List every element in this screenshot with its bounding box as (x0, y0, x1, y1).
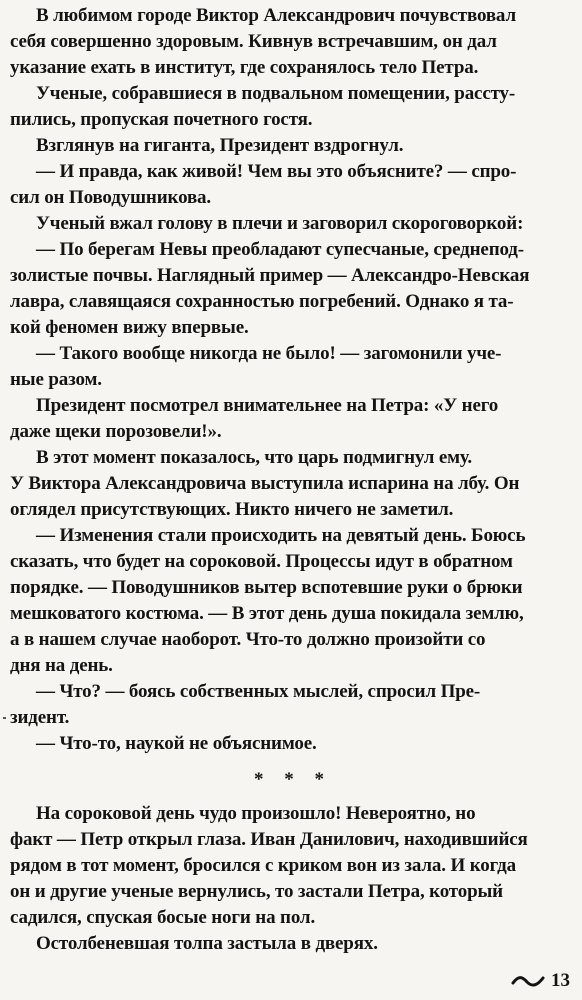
text-line: — Что? — боясь собственных мыслей, спросил Пре- (36, 681, 481, 702)
text-line: Остолбеневшая толпа застыла в дверях. (36, 933, 378, 954)
text-line: — По берегам Невы преобладают супесчаные, среднепод- (36, 239, 524, 260)
text-line: сил он Поводушникова. (10, 187, 212, 208)
text-line: а в нашем случае наоборот. Что-то должно произойти со (10, 629, 486, 650)
text-line: оглядел присутствующих. Никто ничего не заметил. (10, 499, 454, 520)
text-line: ные разом. (10, 369, 102, 390)
text-line: зидент. (10, 707, 70, 728)
text-line: золистые почвы. Наглядный пример — Александро-Невская (10, 265, 530, 286)
print-speck (3, 717, 6, 719)
text-line: Ученый вжал голову в плечи и заговорил скороговоркой: (36, 213, 524, 234)
book-page (10, 3, 576, 957)
text-line: сказать, что будет на сороковой. Процессы идут в обратном (10, 551, 513, 572)
text-span: Ученые, собравшиеся в подвальном помещении, рассту- (36, 83, 516, 104)
text-span: пились, пропуская почетного гостя. (10, 109, 313, 130)
text-line: — Изменения стали происходить на девятый день. Боюсь (36, 525, 526, 546)
text-line: мешковатого костюма. — В этот день душа покидала землю, (10, 603, 524, 624)
page-number: 13 (551, 970, 570, 991)
text-line: лавра, славящаяся сохранностью погребений. Однако я та- (10, 291, 514, 312)
text-line: факт — Петр открыл глаза. Иван Данилович, находившийся (10, 829, 528, 850)
text-line: На сороковой день чудо произошло! Невероятно, но (36, 803, 476, 824)
text-line: кой феномен вижу впервые. (10, 317, 249, 338)
text-line: садился, спуская босые ноги на пол. (10, 907, 316, 928)
text-line: В любимом городе Виктор Александрович почувствовал (36, 5, 516, 26)
text-line: — И правда, как живой! Чем вы это объясните? — спро- (36, 161, 517, 182)
text-line: В этот момент показалось, что царь подмигнул ему. (36, 447, 472, 468)
page-footer (511, 970, 570, 992)
text-line: У Виктора Александровича выступила испарина на лбу. Он (10, 473, 520, 494)
section-two (10, 801, 576, 957)
text-line: — Что-то, наукой не объяснимое. (36, 733, 317, 754)
text-line: указание ехать в институт, где сохранялось тело Петра. (10, 57, 479, 78)
text-line: даже щеки порозовели!». (10, 421, 222, 442)
text-line: себя совершенно здоровым. Кивнув встречавшим, он дал (10, 31, 497, 52)
text-line: Президент посмотрел внимательнее на Петра: «У него (36, 395, 499, 416)
section-separator: * * * (254, 769, 332, 790)
text-line: порядке. — Поводушников вытер вспотевшие руки о брюки (10, 577, 523, 598)
text-line: — Такого вообще никогда не было! — загомонили уче- (36, 343, 502, 364)
text-line: рядом в тот момент, бросился с криком вон из зала. И когда (10, 855, 516, 876)
text-line (10, 81, 576, 133)
text-line: Взглянув на гиганта, Президент вздрогнул. (36, 135, 404, 156)
text-line: дня на день. (10, 655, 113, 676)
wave-ornament-icon (511, 974, 545, 988)
text-line: он и другие ученые вернулись, то застали Петра, который (10, 881, 503, 902)
